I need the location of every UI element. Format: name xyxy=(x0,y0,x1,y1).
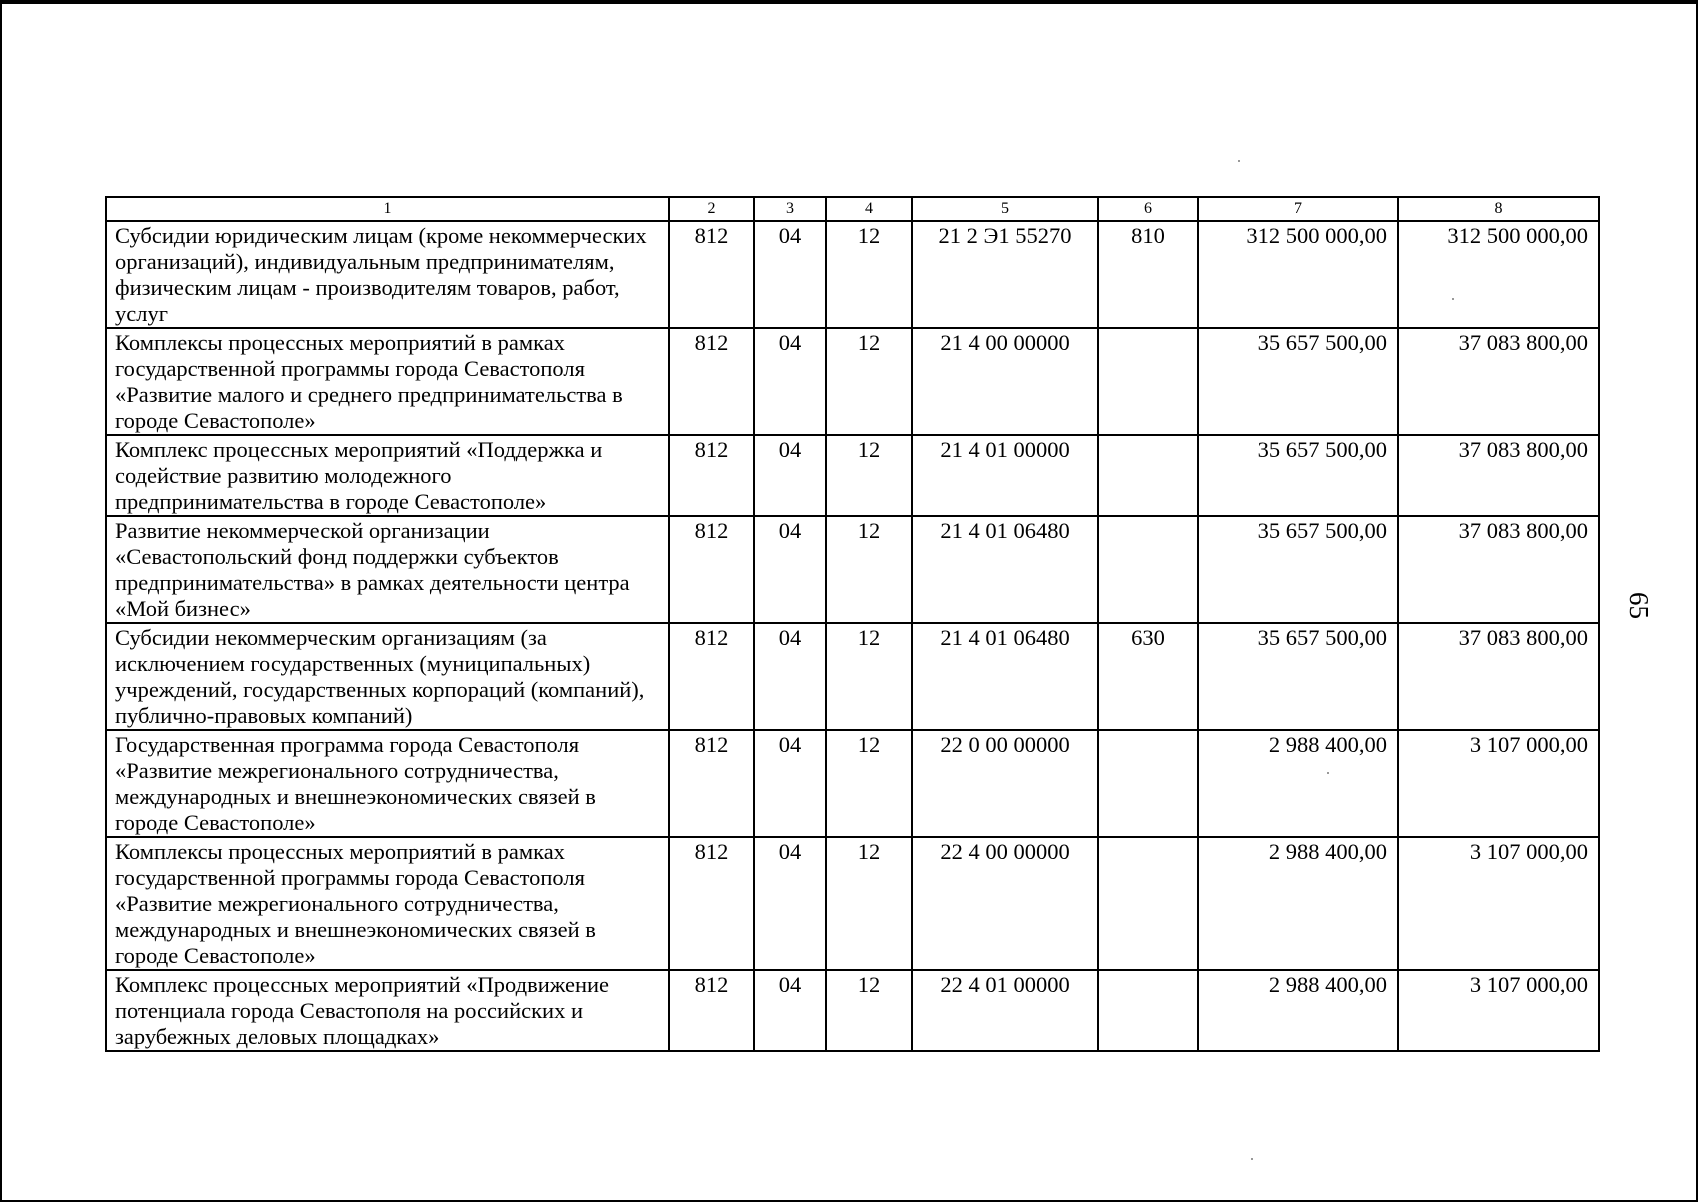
row-amount-1: 35 657 500,00 xyxy=(1198,623,1398,730)
table-row xyxy=(106,970,1599,1051)
row-name: Комплексы процессных мероприятий в рамках государственной программы города Севастополя «Развитие малого и среднего предпринимательства в городе Севастополе» xyxy=(106,328,669,435)
row-amount-1: 2 988 400,00 xyxy=(1198,837,1398,970)
row-grbs: 812 xyxy=(669,435,754,516)
row-amount-1: 35 657 500,00 xyxy=(1198,516,1398,623)
row-name: Субсидии юридическим лицам (кроме некоммерческих организаций), индивидуальным предпринимателям, физическим лицам - производителям товаров, работ, услуг xyxy=(106,221,669,328)
scan-speck xyxy=(1251,1158,1253,1160)
row-expense-type xyxy=(1098,970,1198,1051)
row-section: 04 xyxy=(754,221,826,328)
row-target-article: 21 4 01 00000 xyxy=(912,435,1098,516)
row-amount-2: 3 107 000,00 xyxy=(1398,970,1599,1051)
row-subsection: 12 xyxy=(826,328,912,435)
table-row xyxy=(106,837,1599,970)
row-amount-1: 35 657 500,00 xyxy=(1198,435,1398,516)
row-grbs: 812 xyxy=(669,970,754,1051)
row-section: 04 xyxy=(754,623,826,730)
table-row xyxy=(106,328,1599,435)
row-target-article: 21 2 Э1 55270 xyxy=(912,221,1098,328)
row-section: 04 xyxy=(754,970,826,1051)
row-grbs: 812 xyxy=(669,516,754,623)
row-amount-2: 37 083 800,00 xyxy=(1398,623,1599,730)
row-expense-type: 810 xyxy=(1098,221,1198,328)
row-amount-1: 312 500 000,00 xyxy=(1198,221,1398,328)
scan-speck xyxy=(1327,772,1329,774)
row-amount-2: 3 107 000,00 xyxy=(1398,730,1599,837)
row-section: 04 xyxy=(754,730,826,837)
row-expense-type: 630 xyxy=(1098,623,1198,730)
row-amount-2: 3 107 000,00 xyxy=(1398,837,1599,970)
scan-speck xyxy=(1238,160,1240,162)
row-target-article: 22 4 00 00000 xyxy=(912,837,1098,970)
row-amount-2: 37 083 800,00 xyxy=(1398,516,1599,623)
table-row xyxy=(106,623,1599,730)
row-grbs: 812 xyxy=(669,221,754,328)
budget-table xyxy=(105,196,1600,1052)
row-expense-type xyxy=(1098,730,1198,837)
column-header: 8 xyxy=(1398,197,1599,221)
row-grbs: 812 xyxy=(669,328,754,435)
column-header: 4 xyxy=(826,197,912,221)
row-subsection: 12 xyxy=(826,970,912,1051)
row-target-article: 22 0 00 00000 xyxy=(912,730,1098,837)
row-amount-1: 2 988 400,00 xyxy=(1198,970,1398,1051)
row-amount-2: 37 083 800,00 xyxy=(1398,328,1599,435)
table-row xyxy=(106,516,1599,623)
table-row xyxy=(106,435,1599,516)
column-number-row xyxy=(106,197,1599,221)
row-target-article: 22 4 01 00000 xyxy=(912,970,1098,1051)
row-target-article: 21 4 00 00000 xyxy=(912,328,1098,435)
row-section: 04 xyxy=(754,328,826,435)
row-subsection: 12 xyxy=(826,837,912,970)
row-expense-type xyxy=(1098,837,1198,970)
row-expense-type xyxy=(1098,435,1198,516)
page-number: 65 xyxy=(1624,592,1654,619)
row-section: 04 xyxy=(754,435,826,516)
row-expense-type xyxy=(1098,328,1198,435)
row-name: Развитие некоммерческой организации «Севастопольский фонд поддержки субъектов предпринимательства» в рамках деятельности центра «Мой бизнес» xyxy=(106,516,669,623)
row-name: Комплекс процессных мероприятий «Поддержка и содействие развитию молодежного предпринимательства в городе Севастополе» xyxy=(106,435,669,516)
row-subsection: 12 xyxy=(826,623,912,730)
row-section: 04 xyxy=(754,837,826,970)
row-name: Государственная программа города Севастополя «Развитие межрегионального сотрудничества, международных и внешнеэкономических связей в городе Севастополе» xyxy=(106,730,669,837)
column-header: 1 xyxy=(106,197,669,221)
column-header: 5 xyxy=(912,197,1098,221)
row-target-article: 21 4 01 06480 xyxy=(912,623,1098,730)
row-amount-2: 312 500 000,00 xyxy=(1398,221,1599,328)
row-subsection: 12 xyxy=(826,516,912,623)
row-amount-1: 2 988 400,00 xyxy=(1198,730,1398,837)
row-section: 04 xyxy=(754,516,826,623)
row-subsection: 12 xyxy=(826,221,912,328)
row-expense-type xyxy=(1098,516,1198,623)
row-name: Субсидии некоммерческим организациям (за исключением государственных (муниципальных) учреждений, государственных корпораций (компаний), публично-правовых компаний) xyxy=(106,623,669,730)
row-subsection: 12 xyxy=(826,435,912,516)
row-grbs: 812 xyxy=(669,623,754,730)
row-target-article: 21 4 01 06480 xyxy=(912,516,1098,623)
table-row xyxy=(106,730,1599,837)
row-grbs: 812 xyxy=(669,730,754,837)
table-row xyxy=(106,221,1599,328)
column-header: 7 xyxy=(1198,197,1398,221)
row-name: Комплекс процессных мероприятий «Продвижение потенциала города Севастополя на российских и зарубежных деловых площадках» xyxy=(106,970,669,1051)
row-subsection: 12 xyxy=(826,730,912,837)
column-header: 2 xyxy=(669,197,754,221)
row-name: Комплексы процессных мероприятий в рамках государственной программы города Севастополя «Развитие межрегионального сотрудничества, международных и внешнеэкономических связей в городе Севастополе» xyxy=(106,837,669,970)
row-amount-2: 37 083 800,00 xyxy=(1398,435,1599,516)
row-grbs: 812 xyxy=(669,837,754,970)
row-amount-1: 35 657 500,00 xyxy=(1198,328,1398,435)
column-header: 3 xyxy=(754,197,826,221)
scan-speck xyxy=(1452,298,1454,300)
column-header: 6 xyxy=(1098,197,1198,221)
